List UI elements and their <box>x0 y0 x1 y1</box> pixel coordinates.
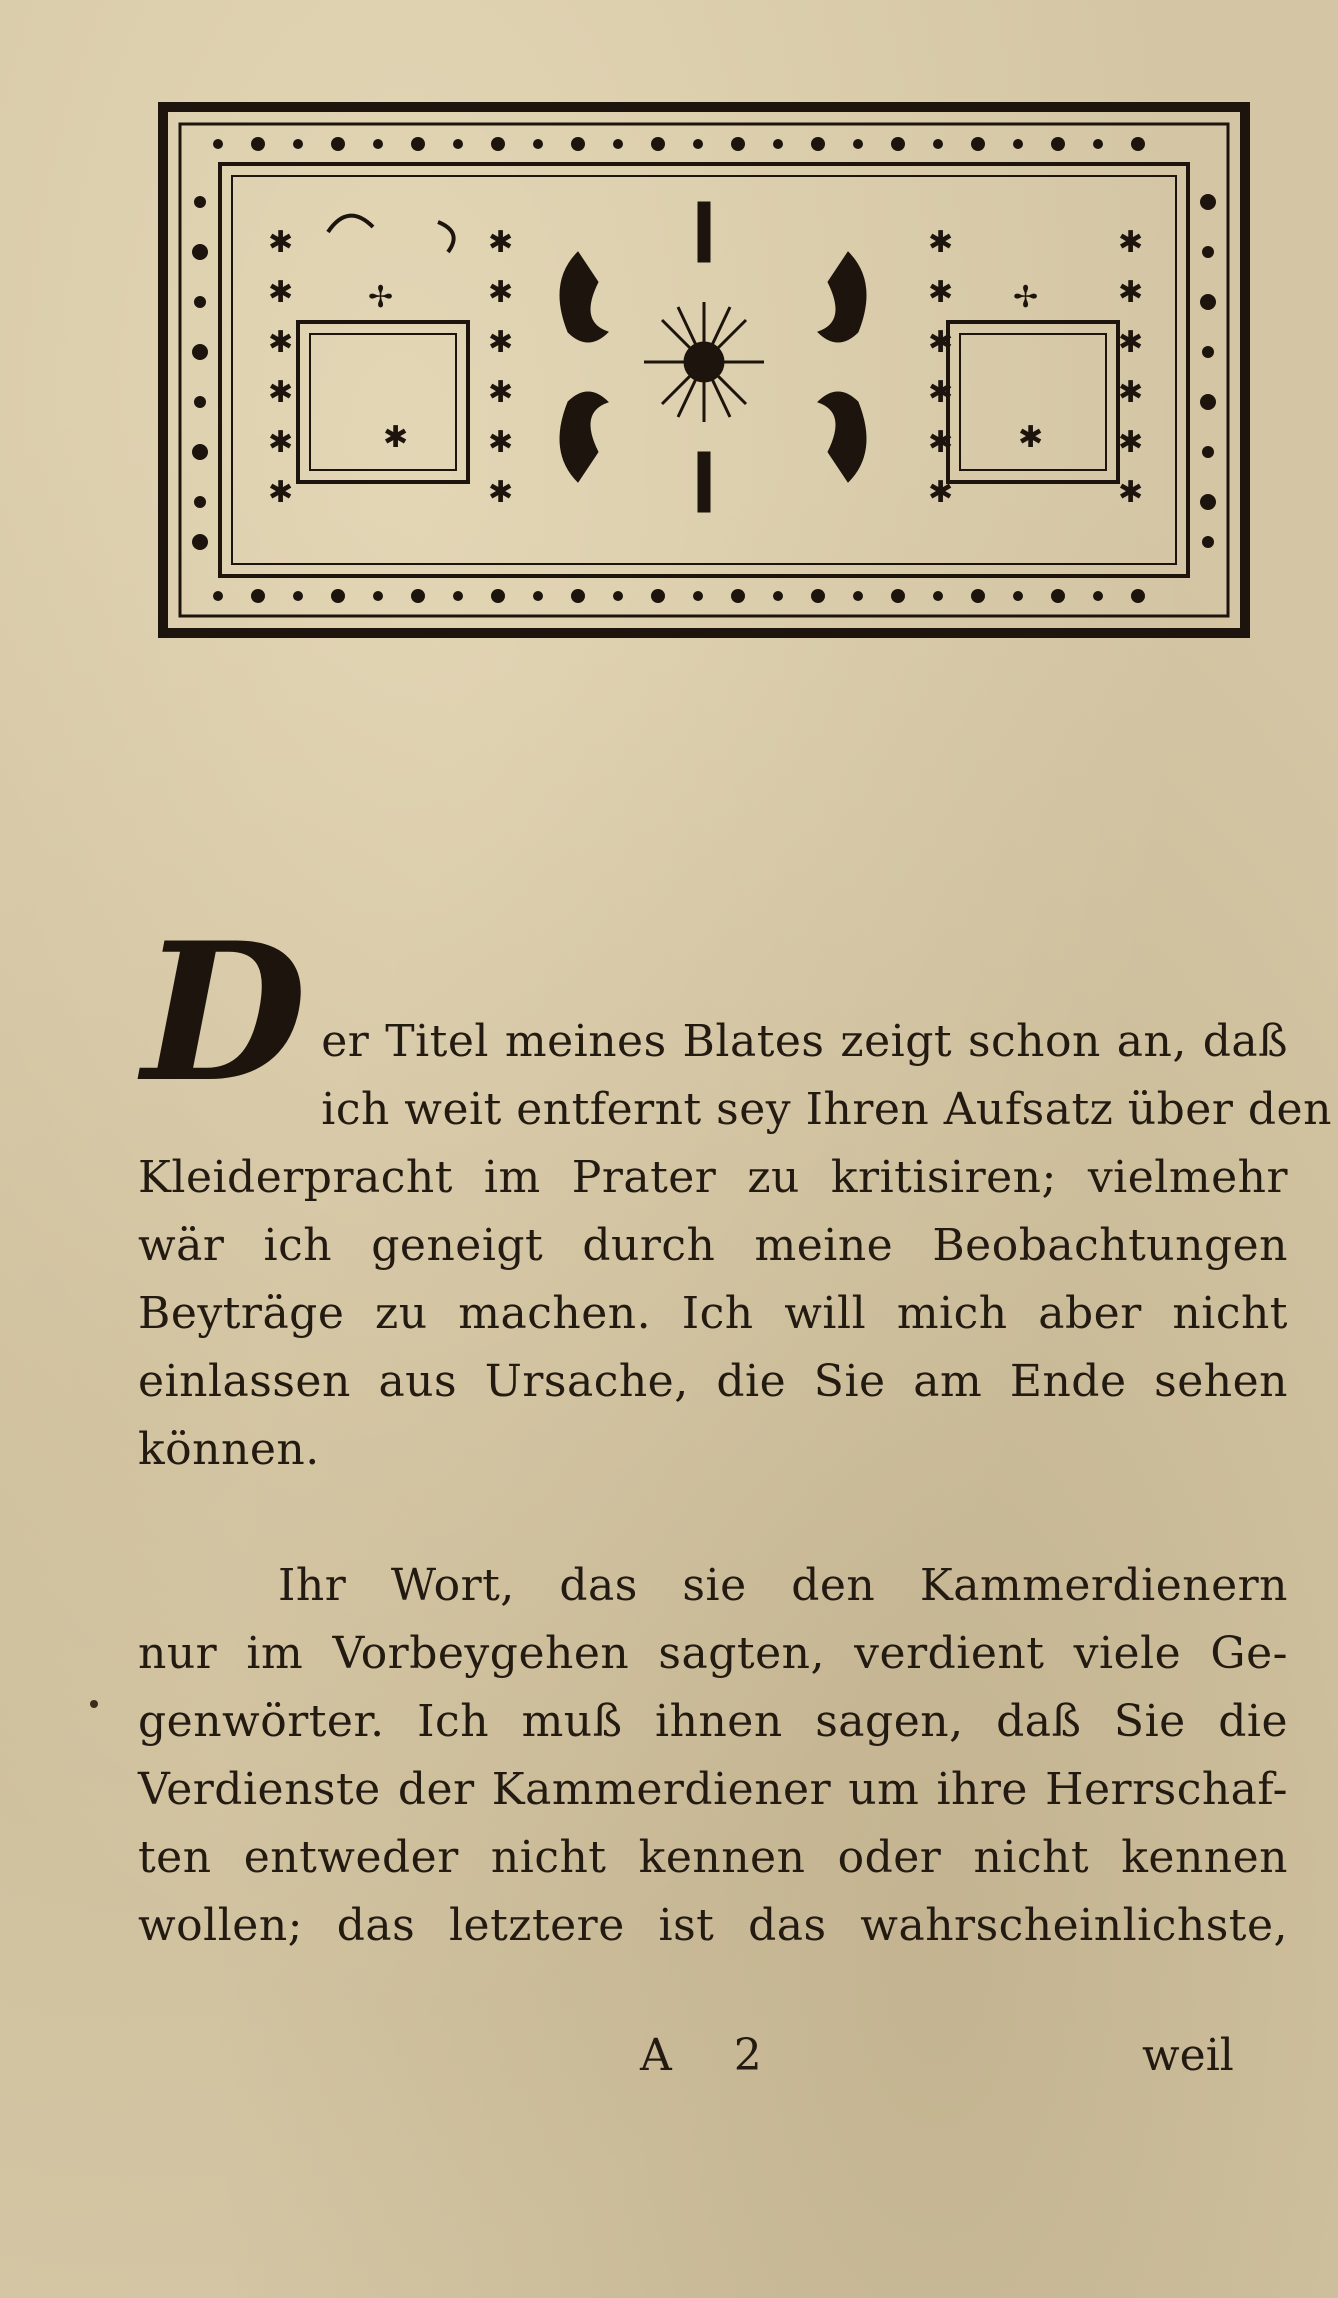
text-line: Ihr Wort, das sie den Kammerdienern <box>278 1560 1288 1611</box>
svg-text:✱: ✱ <box>268 275 294 310</box>
signature-mark: A 2 <box>640 2030 786 2081</box>
page-footer <box>0 2030 1338 2110</box>
drop-cap-initial: D <box>142 901 308 1124</box>
svg-text:✱: ✱ <box>1118 425 1144 460</box>
svg-text:✱: ✱ <box>268 375 294 410</box>
svg-text:✱: ✱ <box>488 225 514 260</box>
catchword: weil <box>1142 2030 1234 2081</box>
text-line: können. <box>138 1424 320 1475</box>
svg-text:✱: ✱ <box>488 375 514 410</box>
svg-text:✱: ✱ <box>928 375 954 410</box>
svg-text:✢: ✢ <box>368 280 394 315</box>
ornamental-headpiece <box>158 102 1250 638</box>
text-line: Verdienste der Kammerdiener um ihre Herrschaf- <box>138 1764 1288 1815</box>
svg-text:✱: ✱ <box>1018 420 1044 455</box>
text-line: nur im Vorbeygehen sagten, verdient viele Ge- <box>138 1628 1288 1679</box>
svg-text:✱: ✱ <box>928 475 954 510</box>
text-line: Kleiderpracht im Prater zu kritisiren; vielmehr <box>138 1152 1288 1203</box>
text-line: wär ich geneigt durch meine Beobachtungen <box>138 1220 1288 1271</box>
svg-text:✱: ✱ <box>383 420 409 455</box>
svg-text:✱: ✱ <box>1118 325 1144 360</box>
body-text <box>138 901 1332 1960</box>
svg-text:✱: ✱ <box>928 425 954 460</box>
paragraph-1 <box>138 901 1332 1484</box>
text-line: Beyträge zu machen. Ich will mich aber nicht <box>138 1288 1288 1339</box>
text-line: genwörter. Ich muß ihnen sagen, daß Sie die <box>138 1696 1288 1747</box>
paragraph-2 <box>138 1552 1288 1960</box>
svg-text:✱: ✱ <box>1118 275 1144 310</box>
svg-text:✱: ✱ <box>1118 375 1144 410</box>
svg-text:✱: ✱ <box>1118 225 1144 260</box>
svg-text:✱: ✱ <box>268 475 294 510</box>
svg-text:✱: ✱ <box>928 225 954 260</box>
svg-text:✱: ✱ <box>1118 475 1144 510</box>
text-line: er Titel meines Blates zeigt schon an, daß <box>321 1016 1288 1067</box>
svg-text:✱: ✱ <box>928 325 954 360</box>
svg-text:✢: ✢ <box>1013 280 1039 315</box>
text-line: ich weit entfernt sey Ihren Aufsatz über den <box>321 1084 1332 1135</box>
text-line: einlassen aus Ursache, die Sie am Ende sehen <box>138 1356 1288 1407</box>
svg-text:✱: ✱ <box>488 325 514 360</box>
text-line: wollen; das letztere ist das wahrscheinlichste, <box>138 1900 1288 1951</box>
svg-text:✱: ✱ <box>268 325 294 360</box>
svg-text:✱: ✱ <box>488 425 514 460</box>
svg-text:✱: ✱ <box>928 275 954 310</box>
svg-text:✱: ✱ <box>268 225 294 260</box>
svg-text:✱: ✱ <box>268 425 294 460</box>
text-line: ten entweder nicht kennen oder nicht kennen <box>138 1832 1288 1883</box>
svg-text:✱: ✱ <box>488 475 514 510</box>
svg-text:✱: ✱ <box>488 275 514 310</box>
margin-mark <box>90 1700 98 1708</box>
